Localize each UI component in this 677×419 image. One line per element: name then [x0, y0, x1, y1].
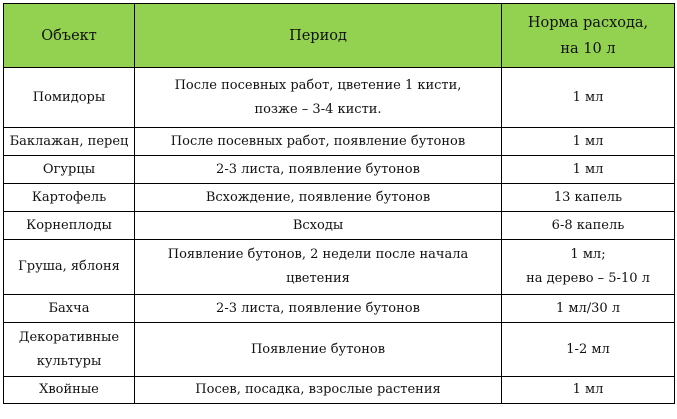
header-row	[4, 4, 675, 68]
cell-norm-line: 13 капель	[553, 189, 623, 205]
cell-period	[135, 184, 502, 212]
cell-norm	[502, 68, 675, 128]
cell-object-line: культуры	[36, 353, 102, 369]
cell-object	[4, 68, 135, 128]
cell-norm-line: 6-8 капель	[551, 217, 625, 233]
cell-period-line: Появление бутонов	[250, 341, 386, 357]
cell-period-line: Всхождение, появление бутонов	[205, 189, 431, 205]
table-header	[4, 4, 675, 68]
cell-norm-line: 1 мл/30 л	[555, 300, 621, 316]
cell-norm-line: 1 мл	[572, 382, 604, 397]
cell-norm	[502, 295, 675, 323]
cell-object-line: Картофель	[31, 189, 107, 205]
norms-table	[3, 3, 675, 404]
cell-norm-line: 1 мл;	[570, 247, 606, 262]
table-row	[4, 240, 675, 295]
cell-object-line: Хвойные	[39, 382, 99, 397]
header-object: Объект	[4, 4, 135, 68]
cell-object	[4, 295, 135, 323]
cell-norm-line: на дерево – 5-10 л	[526, 271, 650, 286]
cell-object-line: Бахча	[48, 300, 90, 316]
cell-period-line: Появление бутонов, 2 недели после начала	[167, 247, 469, 262]
cell-period-line: Посев, посадка, взрослые растения	[195, 382, 441, 397]
table-body	[4, 68, 675, 404]
cell-period-line: 2-3 листа, появление бутонов	[216, 161, 420, 177]
cell-norm-line: 1 мл	[572, 89, 604, 105]
table-row	[4, 377, 675, 404]
cell-period	[135, 212, 502, 240]
table-row	[4, 295, 675, 323]
cell-period-line: позже – 3-4 кисти.	[254, 101, 382, 117]
cell-object	[4, 323, 135, 377]
cell-period-line: Всходы	[292, 217, 344, 233]
cell-norm	[502, 156, 675, 184]
cell-period	[135, 295, 502, 323]
cell-norm	[502, 377, 675, 404]
cell-object-line: Огурцы	[42, 161, 96, 177]
cell-period-line: цветения	[286, 271, 350, 286]
cell-object	[4, 377, 135, 404]
cell-norm	[502, 184, 675, 212]
cell-period	[135, 68, 502, 128]
cell-period-line: После посевных работ, появление бутонов	[170, 133, 466, 149]
cell-object	[4, 184, 135, 212]
cell-period	[135, 128, 502, 156]
table-row	[4, 212, 675, 240]
cell-object-line: Корнеплоды	[26, 217, 112, 233]
cell-object-line: Баклажан, перец	[9, 133, 129, 149]
cell-norm-line: 1 мл	[572, 161, 604, 177]
table-row	[4, 323, 675, 377]
table-row	[4, 68, 675, 128]
header-norm	[502, 4, 675, 68]
table-row	[4, 128, 675, 156]
cell-norm	[502, 323, 675, 377]
cell-period	[135, 156, 502, 184]
header-norm-line: Норма расхода,	[527, 14, 649, 31]
cell-object-line: Помидоры	[32, 89, 106, 105]
cell-norm	[502, 128, 675, 156]
cell-object	[4, 128, 135, 156]
cell-norm-line: 1 мл	[572, 133, 604, 149]
cell-object	[4, 212, 135, 240]
cell-period	[135, 377, 502, 404]
cell-period-line: 2-3 листа, появление бутонов	[216, 300, 420, 316]
table-row	[4, 156, 675, 184]
cell-object	[4, 156, 135, 184]
header-period: Период	[135, 4, 502, 68]
cell-period	[135, 323, 502, 377]
cell-norm-line: 1-2 мл	[566, 341, 610, 357]
cell-period	[135, 240, 502, 295]
table-row	[4, 184, 675, 212]
cell-period-line: После посевных работ, цветение 1 кисти,	[174, 77, 462, 93]
cell-object-line: Груша, яблоня	[18, 259, 120, 274]
cell-object	[4, 240, 135, 295]
header-norm-line: на 10 л	[560, 40, 616, 57]
cell-norm	[502, 212, 675, 240]
cell-norm	[502, 240, 675, 295]
cell-object-line: Декоративные	[18, 329, 120, 345]
